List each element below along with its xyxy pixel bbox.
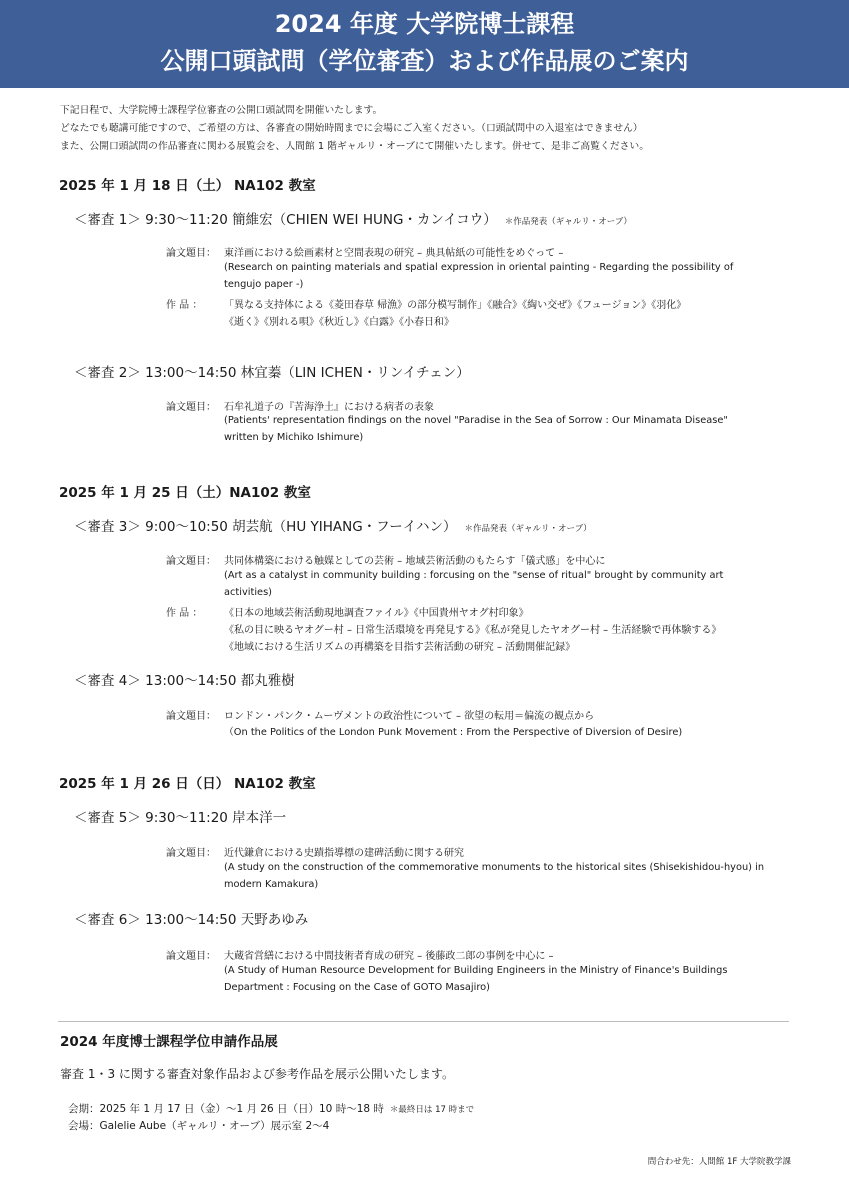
works-list: 《地域における生活リズムの再構築を目指す芸術活動の研究 – 活動開催記録》 [224,642,576,653]
works-list: 「異なる支持体による《菱田春草 帰漁》の部分模写制作」《融合》《綯い交ぜ》《フュージョン》《羽化》 [224,300,687,311]
intro-line: また、公開口頭試問の作品審査に関わる展覧会を、人間館 1 階ギャルリ・オーブにて開催いたします。併せて、是非ご高覧ください。 [60,141,650,152]
date-heading: 2025 年 1 月 18 日（土） NA102 教室 [59,178,316,194]
contact-info: 問合わせ先：人間館 1F 大学院教学課 [647,1157,791,1167]
thesis-title-ja: 大蔵省営繕における中間技術者育成の研究 – 後藤政二郎の事例を中心に – [224,951,554,962]
works-list: 《日本の地域芸術活動現地調査ファイル》《中国貴州ヤオグ村印象》 [224,608,529,619]
thesis-title-en: Department : Focusing on the Case of GOTO Masajiro) [224,982,490,993]
thesis-title-en: activities) [224,587,272,598]
thesis-label: 論文題目： [166,556,216,567]
session-line: ＜審査 5＞ 9:30〜11:20 岸本洋一 [74,810,287,826]
intro-line: 下記日程で、大学院博士課程学位審査の公開口頭試問を開催いたします。 [60,105,383,116]
date-heading: 2025 年 1 月 25 日（土）NA102 教室 [59,485,311,501]
session-line: ＜審査 1＞ 9:30〜11:20 簡維宏（CHIEN WEI HUNG・カンイコウ） [74,212,497,228]
thesis-label: 論文題目： [166,848,216,859]
intro-line: どなたでも聴講可能ですので、ご希望の方は、各審査の開始時間までに会場にご入室ください。（口頭試問中の入退室はできません） [60,123,643,134]
thesis-title-ja: 近代鎌倉における史蹟指導標の建碑活動に関する研究 [224,848,464,859]
session-2 [74,361,470,381]
thesis-title-en: （On the Politics of the London Punk Movement : From the Perspective of Diversion of Desire) [224,727,683,738]
exhibition-period [68,1101,474,1116]
thesis-label: 論文題目： [166,711,216,722]
session-line: ＜審査 2＞ 13:00〜14:50 林宜蓁（LIN ICHEN・リンイチェン） [74,365,470,381]
works-label: 作 品 ： [166,608,203,619]
section-divider [58,1021,789,1022]
date-heading: 2025 年 1 月 26 日（日） NA102 教室 [59,776,316,792]
thesis-title-en: (Art as a catalyst in community building : forcusing on the "sense of ritual" brought by community art [224,570,724,581]
thesis-title-en: (Research on painting materials and spatial expression in oriental painting - Regarding the possibility of [224,262,734,273]
thesis-label: 論文題目： [166,951,216,962]
exhibition-title: 2024 年度博士課程学位申請作品展 [60,1034,278,1050]
thesis-title-en: written by Michiko Ishimure) [224,432,364,443]
session-line: ＜審査 3＞ 9:00〜10:50 胡芸航（HU YIHANG・フーイハン） [74,519,457,535]
session-3 [74,515,592,535]
works-list: 《私の目に映るヤオグー村 – 日常生活環境を再発見する》《私が発見したヤオグー村 – 生活経験で再体験する》 [224,625,722,636]
session-line: ＜審査 4＞ 13:00〜14:50 都丸雅樹 [74,673,295,689]
period-note: ＊最終日は 17 時まで [389,1105,475,1115]
thesis-label: 論文題目： [166,248,216,259]
works-label: 作 品 ： [166,300,203,311]
thesis-title-en: (Patients' representation findings on the novel "Paradise in the Sea of Sorrow : Our Minamata Disease" [224,415,728,426]
page-title-line2: 公開口頭試問（学位審査）および作品展のご案内 [160,47,689,75]
session-1 [74,208,632,228]
session-note: ＊作品発表（ギャルリ・オーブ） [464,524,592,534]
exhibition-venue: 会場：Galelie Aube（ギャルリ・オーブ）展示室 2〜4 [68,1120,330,1132]
session-5 [74,806,286,826]
exhibition-description: 審査 1・3 に関する審査対象作品および参考作品を展示公開いたします。 [60,1067,454,1081]
thesis-title-en: (A study on the construction of the commemorative monuments to the historical sites (Shisekishidou-hyou) in [224,862,765,873]
page-title-line1: 2024 年度 大学院博士課程 [274,10,575,38]
thesis-title-ja: ロンドン・パンク・ムーヴメントの政治性について – 欲望の転用＝偏流の観点から [224,711,595,722]
thesis-label: 論文題目： [166,402,216,413]
session-6 [74,908,308,928]
thesis-title-en: tengujo paper -) [224,279,304,290]
title-banner [0,0,849,88]
thesis-title-en: modern Kamakura) [224,879,319,890]
period-text: 会期：2025 年 1 月 17 日（金）〜1 月 26 日（日）10 時〜18 時 [68,1103,384,1115]
session-line: ＜審査 6＞ 13:00〜14:50 天野あゆみ [74,912,309,928]
session-note: ＊作品発表（ギャルリ・オーブ） [504,217,632,227]
thesis-title-ja: 共同体構築における触媒としての芸術 – 地域芸術活動のもたらす「儀式感」を中心に [224,556,606,567]
session-4 [74,669,295,689]
thesis-title-en: (A Study of Human Resource Development for Building Engineers in the Ministry of Finance's Buildings [224,965,728,976]
works-list: 《逝く》《別れる唄》《秋近し》《白露》《小春日和》 [224,317,454,328]
thesis-title-ja: 石牟礼道子の『苦海浄土』における病者の表象 [224,402,434,413]
thesis-title-ja: 東洋画における絵画素材と空間表現の研究 – 典具帖紙の可能性をめぐって – [224,248,564,259]
